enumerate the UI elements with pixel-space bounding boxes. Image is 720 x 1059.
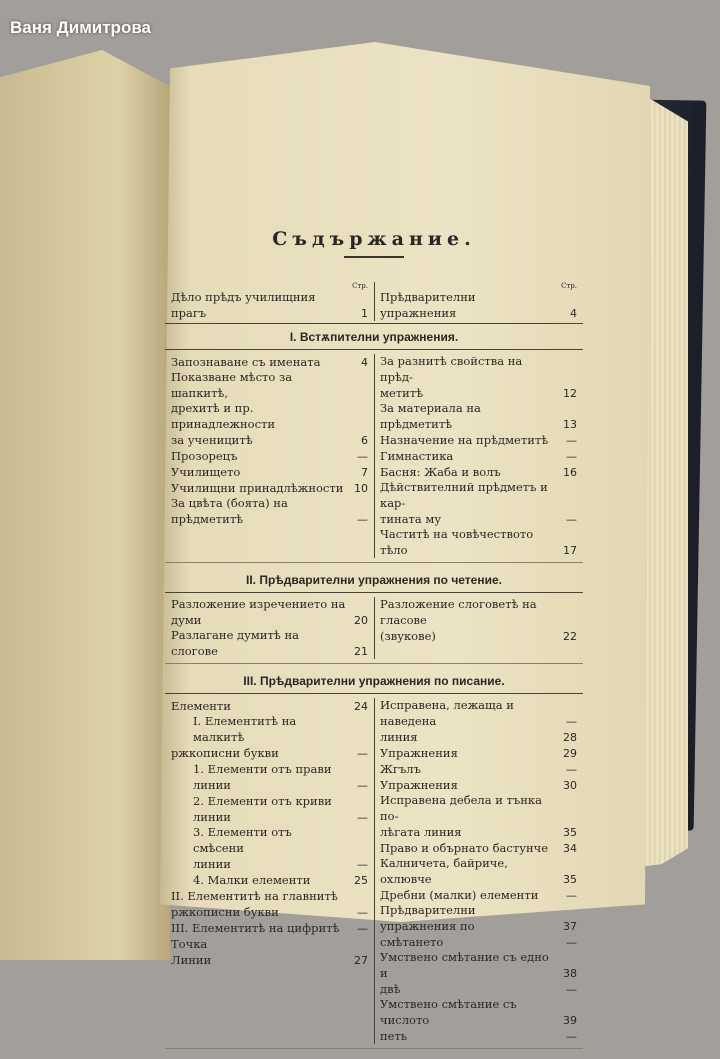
entry-page: 25: [354, 873, 368, 887]
entry-text: Назначение на прѣдметитѣ: [380, 432, 549, 447]
toc-entry: [380, 401, 577, 432]
entry-text: Линии: [171, 952, 212, 967]
toc-entry: [171, 401, 368, 432]
entry-text: за ученицитѣ: [171, 432, 253, 447]
entry-page: 10: [354, 481, 368, 495]
intro-left: [165, 282, 374, 321]
page-title: Съдържание.: [272, 228, 476, 250]
toc-entry: [171, 856, 368, 872]
entry-page: —: [357, 857, 368, 871]
entry-page: 17: [563, 543, 577, 557]
entry-text: смѣтането: [380, 934, 444, 949]
entry-text: III. Елементитѣ на цифритѣ: [171, 920, 340, 935]
seller-watermark: Ваня Димитрова: [10, 18, 152, 37]
toc-entry: [171, 745, 368, 761]
entry-text: двѣ: [380, 981, 401, 996]
page-header-label: Стр.: [561, 282, 577, 290]
section-title: I. Встѫпителни упражнения.: [289, 330, 459, 344]
entry-text: 4. Малки елементи: [193, 872, 311, 887]
entry-text: Право и обърнато бастунче: [380, 840, 549, 855]
intro-right: [374, 282, 583, 321]
entry-text: Упражнения: [380, 745, 458, 760]
entry-page: —: [357, 449, 368, 463]
entry-text: линии: [193, 809, 231, 824]
entry-page: —: [357, 778, 368, 792]
entry-text: ржкописни букви: [171, 904, 279, 919]
entry-page: —: [357, 921, 368, 935]
section-columns: [165, 698, 583, 1044]
toc-entry: [380, 597, 577, 628]
entry-page: 21: [354, 644, 368, 658]
toc-entry: [380, 997, 577, 1028]
entry-page: —: [566, 512, 577, 526]
toc-entry: [380, 903, 577, 934]
section-columns: [165, 354, 583, 558]
toc-entry: [380, 698, 577, 729]
toc-entry: [380, 1028, 577, 1044]
toc-entry: [380, 432, 577, 448]
entry-text: Исправена дебела и тънка по-: [380, 793, 542, 823]
toc-entry: [380, 950, 577, 981]
entry-page: —: [566, 1029, 577, 1043]
toc-entry: [171, 825, 368, 856]
entry-text: Исправена, лежаща и наведена: [380, 698, 514, 728]
entry-page: 34: [563, 841, 577, 855]
toc-entry: [380, 840, 577, 856]
entry-page: 27: [354, 953, 368, 967]
entry-text: Разлагане думитѣ на слогове: [171, 628, 299, 658]
toc-entry: [380, 385, 577, 401]
toc-entry: [171, 904, 368, 920]
entry-text: тината му: [380, 511, 442, 526]
intro-row: [165, 282, 583, 321]
entry-page: —: [566, 714, 577, 728]
toc-entry: [171, 496, 368, 527]
entry-page: 4: [361, 355, 368, 369]
toc-entry: [380, 856, 577, 887]
entry-text: За цвѣта (боята) на прѣдметитѣ: [171, 496, 288, 526]
entry-text: Прѣдварителни упражнения по: [380, 903, 476, 933]
toc-entry: [380, 981, 577, 997]
entry-text: 2. Елементи отъ криви: [193, 793, 332, 808]
toc-entry: [171, 354, 368, 370]
toc-entry: [380, 761, 577, 777]
toc-entry: [380, 290, 577, 321]
toc-entry: [380, 887, 577, 903]
page-header-label: Стр.: [352, 282, 368, 290]
toc-entry: [380, 745, 577, 761]
entry-page: 7: [361, 465, 368, 479]
left-page: [0, 50, 170, 960]
entry-page: 35: [563, 825, 577, 839]
entry-page: —: [566, 888, 577, 902]
entry-text: Умствено смѣтание съ едно и: [380, 950, 549, 980]
entry-page: 22: [563, 629, 577, 643]
entry-text: 1. Елементи отъ прави: [193, 761, 332, 776]
divider: [165, 693, 583, 694]
entry-text: лѣгата линия: [380, 824, 462, 839]
entry-page: —: [357, 746, 368, 760]
entry-text: линия: [380, 729, 418, 744]
entry-page: 1: [361, 306, 368, 320]
entry-text: линии: [193, 856, 231, 871]
column-left: [165, 354, 374, 558]
toc-entry: [380, 354, 577, 385]
column-right: [374, 597, 583, 659]
entry-text: линии: [193, 777, 231, 792]
entry-text: метитѣ: [380, 385, 424, 400]
column-right: [374, 354, 583, 558]
title-rule: [344, 256, 404, 258]
toc-entry: [171, 698, 368, 714]
toc-entry: [171, 628, 368, 659]
entry-text: Жгълъ: [380, 761, 421, 776]
toc-entry: [380, 511, 577, 527]
entry-text: дрехитѣ и пр. принадлежности: [171, 401, 276, 431]
toc-entry: [380, 448, 577, 464]
entry-text: Басня: Жаба и волъ: [380, 464, 501, 479]
entry-text: петь: [380, 1028, 408, 1043]
toc-entry: [171, 872, 368, 888]
entry-page: 39: [563, 1013, 577, 1027]
entry-page: 12: [563, 386, 577, 400]
entry-page: 13: [563, 417, 577, 431]
entry-text: II. Елементитѣ на главнитѣ: [171, 888, 338, 903]
section-columns: [165, 597, 583, 659]
toc-entry: [171, 777, 368, 793]
entry-page: —: [566, 935, 577, 949]
entry-page: 37: [563, 919, 577, 933]
entry-page: —: [566, 982, 577, 996]
toc-entry: [171, 809, 368, 825]
entry-text: Разложение изречението на думи: [171, 597, 346, 627]
entry-page: —: [566, 449, 577, 463]
toc-entry: [380, 480, 577, 511]
entry-text: Училището: [171, 464, 241, 479]
section-title: III. Прѣдварителни упражнения по писание.: [243, 674, 505, 688]
entry-text: Умствено смѣтание съ числото: [380, 997, 517, 1027]
entry-page: —: [357, 905, 368, 919]
entry-text: За материала на прѣдметитѣ: [380, 401, 481, 431]
toc-entry: [171, 888, 368, 904]
toc-entry: [171, 290, 368, 321]
toc-entry: [380, 793, 577, 824]
toc-entry: [171, 464, 368, 480]
toc-entry: [380, 824, 577, 840]
entry-page: —: [357, 512, 368, 526]
column-right: [374, 698, 583, 1044]
toc-entry: [380, 464, 577, 480]
entry-page: 38: [563, 966, 577, 980]
toc-entry: [171, 597, 368, 628]
entry-page: 29: [563, 746, 577, 760]
toc-entry: [380, 729, 577, 745]
entry-text: Дребни (малки) елементи: [380, 887, 539, 902]
toc-entry: [380, 628, 577, 644]
toc-entry: [171, 761, 368, 777]
entry-page: 16: [563, 465, 577, 479]
entry-text: Дѣйствителний прѣдметъ и кар-: [380, 480, 548, 510]
entry-page: —: [566, 762, 577, 776]
entry-text: Прозорецъ: [171, 448, 238, 463]
entry-page: —: [566, 433, 577, 447]
table-of-contents: [165, 220, 583, 1059]
divider: [165, 592, 583, 593]
entry-page: —: [357, 810, 368, 824]
entry-text: Дѣло прѣдъ училищния прагъ: [171, 290, 316, 320]
entry-text: Калничета, байриче, охлювче: [380, 856, 508, 886]
entry-page: 28: [563, 730, 577, 744]
toc-entry: [171, 920, 368, 936]
entry-text: Упражнения: [380, 777, 458, 792]
entry-text: Прѣдварителни упражнения: [380, 290, 476, 320]
entry-page: 6: [361, 433, 368, 447]
divider: [165, 349, 583, 350]
toc-sections: [165, 330, 583, 1049]
entry-page: 20: [354, 613, 368, 627]
toc-entry: [380, 777, 577, 793]
toc-entry: [171, 952, 368, 968]
section-title: II. Прѣдварителни упражнения по четение.: [246, 573, 502, 587]
entry-text: Запознаване съ имената: [171, 354, 321, 369]
section-end-rule: [165, 1048, 583, 1049]
entry-text: 3. Елементи отъ смѣсени: [193, 825, 292, 855]
entry-page: 4: [570, 306, 577, 320]
entry-text: Точка: [171, 936, 208, 951]
column-left: [165, 597, 374, 659]
toc-entry: [171, 370, 368, 401]
toc-entry: [171, 448, 368, 464]
toc-entry: [171, 432, 368, 448]
entry-page: 35: [563, 872, 577, 886]
entry-page: 24: [354, 699, 368, 713]
toc-entry: [380, 527, 577, 558]
section-end-rule: [165, 663, 583, 664]
entry-text: I. Елементитѣ на малкитѣ: [193, 714, 297, 744]
entry-text: Елементи: [171, 698, 231, 713]
entry-text: Гимнастика: [380, 448, 454, 463]
entry-text: Показване мѣсто за шапкитѣ,: [171, 370, 293, 400]
divider: [165, 323, 583, 324]
entry-text: Разложение слоговетѣ на гласове: [380, 597, 537, 627]
toc-entry: [171, 936, 368, 952]
entry-text: Училищни принадлѣжности: [171, 480, 344, 495]
column-left: [165, 698, 374, 1044]
entry-text: За разнитѣ свойства на прѣд-: [380, 354, 523, 384]
entry-page: 30: [563, 778, 577, 792]
toc-entry: [171, 793, 368, 809]
entry-text: ржкописни букви: [171, 745, 279, 760]
entry-text: Частитѣ на човѣчеството тѣло: [380, 527, 534, 557]
toc-entry: [380, 934, 577, 950]
toc-entry: [171, 714, 368, 745]
entry-text: (звукове): [380, 628, 436, 643]
section-end-rule: [165, 562, 583, 563]
toc-entry: [171, 480, 368, 496]
